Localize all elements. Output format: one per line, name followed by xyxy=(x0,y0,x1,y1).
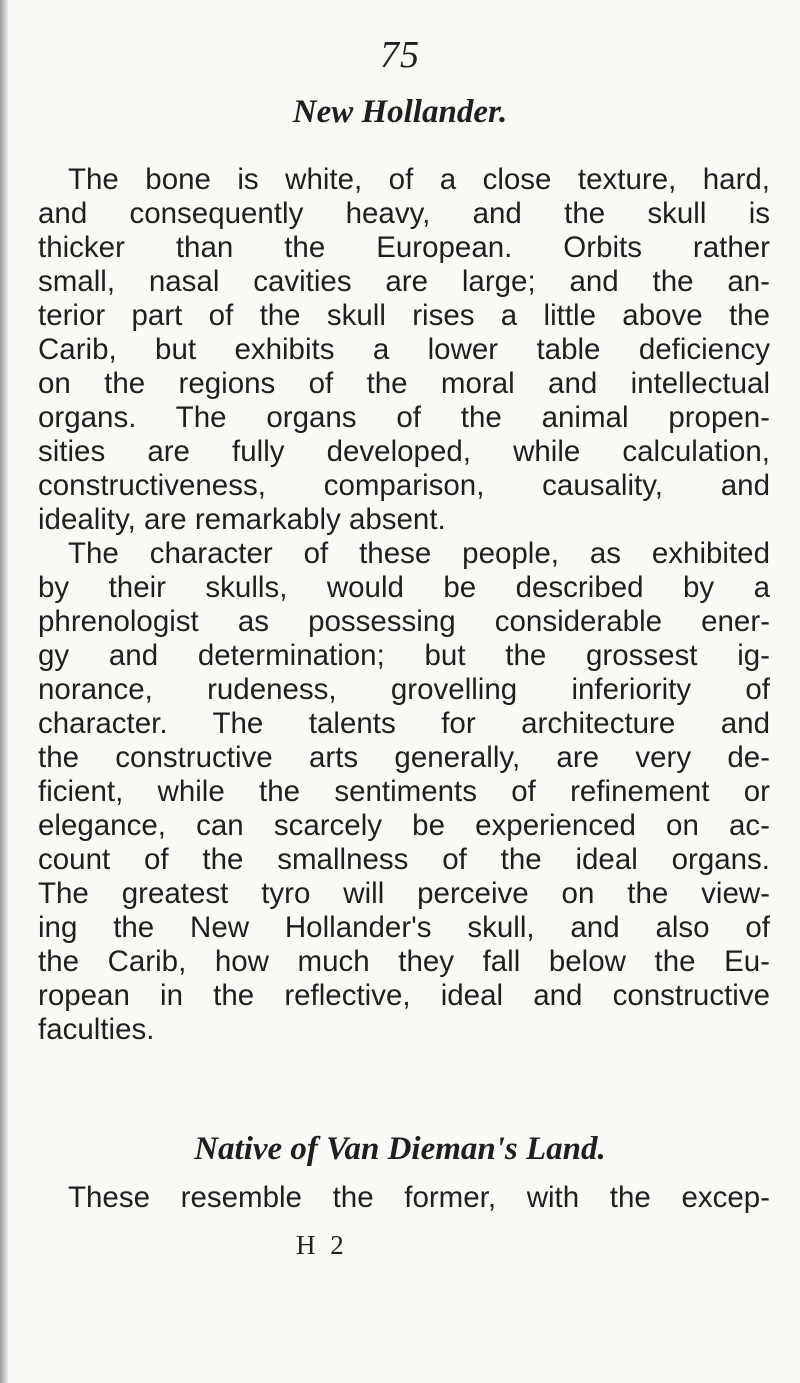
paragraph-3 xyxy=(38,1181,770,1215)
section-heading-van-diemans-land xyxy=(0,1133,800,1166)
text-line: terior part of the skull rises a little above the xyxy=(38,299,770,332)
page-number: 75 xyxy=(380,34,420,76)
section-heading-text: Native of Van Dieman's Land. xyxy=(194,1131,606,1167)
body-text-section-2 xyxy=(38,1181,770,1215)
text-line: thicker than the European. Orbits rather xyxy=(38,231,770,264)
text-line: the constructive arts generally, are very de- xyxy=(38,741,770,774)
text-line: small, nasal cavities are large; and the an- xyxy=(38,265,770,298)
text-line: The greatest tyro will perceive on the view- xyxy=(38,877,770,910)
text-line: by their skulls, would be described by a xyxy=(38,571,770,604)
text-line: count of the smallness of the ideal organs. xyxy=(38,843,770,876)
paragraph-1 xyxy=(38,163,770,537)
body-text-section-1 xyxy=(38,163,770,1047)
text-line: on the regions of the moral and intellectual xyxy=(38,367,770,400)
text-line: norance, rudeness, grovelling inferiority of xyxy=(38,673,770,706)
paragraph-2 xyxy=(38,537,770,1047)
text-line: the Carib, how much they fall below the Eu- xyxy=(38,945,770,978)
text-line: elegance, can scarcely be experienced on ac- xyxy=(38,809,770,842)
text-line: character. The talents for architecture and xyxy=(38,707,770,740)
section-heading-new-hollander xyxy=(0,96,800,129)
text-line: The bone is white, of a close texture, hard, xyxy=(68,163,770,196)
signature-mark: H 2 xyxy=(296,1230,348,1260)
text-line: phrenologist as possessing considerable ener- xyxy=(38,605,770,638)
section-heading-text: New Hollander. xyxy=(292,94,508,130)
text-line: ficient, while the sentiments of refinement or xyxy=(38,775,770,808)
text-line: sities are fully developed, while calculation, xyxy=(38,435,770,468)
text-line: and consequently heavy, and the skull is xyxy=(38,197,770,230)
text-line: gy and determination; but the grossest ig- xyxy=(38,639,770,672)
text-line: Carib, but exhibits a lower table deficiency xyxy=(38,333,770,366)
text-line: ideality, are remarkably absent. xyxy=(38,503,446,536)
text-line: ropean in the reflective, ideal and constructive xyxy=(38,979,770,1012)
text-line: constructiveness, comparison, causality, and xyxy=(38,469,770,502)
text-line: organs. The organs of the animal propen- xyxy=(38,401,770,434)
text-line: These resemble the former, with the excep- xyxy=(68,1181,770,1214)
text-line: The character of these people, as exhibited xyxy=(68,537,770,570)
text-line: ing the New Hollander's skull, and also of xyxy=(38,911,770,944)
text-line: faculties. xyxy=(38,1013,155,1046)
page-gutter-shadow xyxy=(0,0,8,1383)
